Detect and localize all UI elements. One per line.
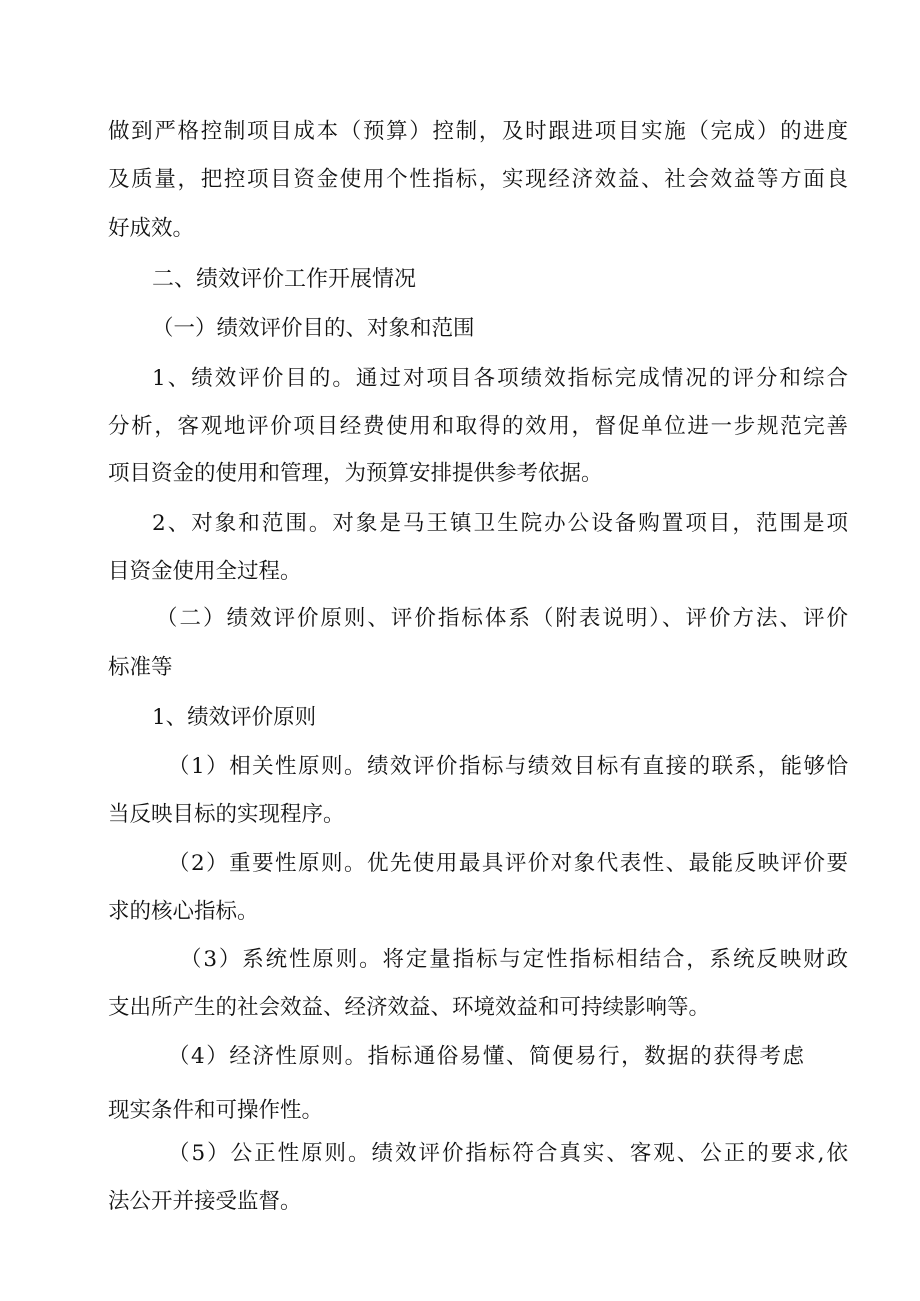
body-text-line: 法公开并接受监督。 bbox=[108, 1189, 302, 1214]
body-text-line: 2、对象和范围。对象是马王镇卫生院办公设备购置项目，范围是项 bbox=[152, 511, 848, 536]
subsection-heading: （一）绩效评价目的、对象和范围 bbox=[152, 316, 475, 341]
body-text-line: 做到严格控制项目成本（预算）控制，及时跟进项目实施（完成）的进度 bbox=[108, 119, 848, 144]
body-text-line: 分析，客观地评价项目经费使用和取得的效用，督促单位进一步规范完善 bbox=[108, 414, 848, 439]
subsection-heading-continued: 标准等 bbox=[108, 655, 173, 680]
body-text-line: 求的核心指标。 bbox=[108, 899, 259, 924]
body-text-line: 项目资金的使用和管理，为预算安排提供参考依据。 bbox=[108, 461, 603, 486]
body-text-line: （1）相关性原则。绩效评价指标与绩效目标有直接的联系，能够恰 bbox=[168, 754, 848, 779]
body-text-line: （5）公正性原则。绩效评价指标符合真实、客观、公正的要求,依 bbox=[168, 1141, 848, 1166]
subsection-heading: （二）绩效评价原则、评价指标体系（附表说明）、评价方法、评价 bbox=[156, 606, 848, 631]
body-text-line: （3）系统性原则。将定量指标与定性指标相结合，系统反映财政 bbox=[180, 947, 848, 972]
body-text-line: 1、绩效评价目的。通过对项目各项绩效指标完成情况的评分和综合 bbox=[152, 366, 848, 391]
body-text-line: 好成效。 bbox=[108, 216, 195, 241]
body-text-line: 当反映目标的实现程序。 bbox=[108, 802, 345, 827]
body-text-line: 目资金使用全过程。 bbox=[108, 559, 302, 584]
body-text-line: （2）重要性原则。优先使用最具评价对象代表性、最能反映评价要 bbox=[168, 851, 848, 876]
body-text-line: 及质量，把控项目资金使用个性指标，实现经济效益、社会效益等方面良 bbox=[108, 167, 848, 192]
body-text-line: （4）经济性原则。指标通俗易懂、简便易行，数据的获得考虑 bbox=[168, 1044, 804, 1069]
body-text-line: 支出所产生的社会效益、经济效益、环境效益和可持续影响等。 bbox=[108, 995, 711, 1020]
body-text-line: 现实条件和可操作性。 bbox=[108, 1098, 324, 1123]
section-heading: 二、绩效评价工作开展情况 bbox=[152, 267, 417, 292]
item-heading: 1、绩效评价原则 bbox=[152, 705, 317, 730]
